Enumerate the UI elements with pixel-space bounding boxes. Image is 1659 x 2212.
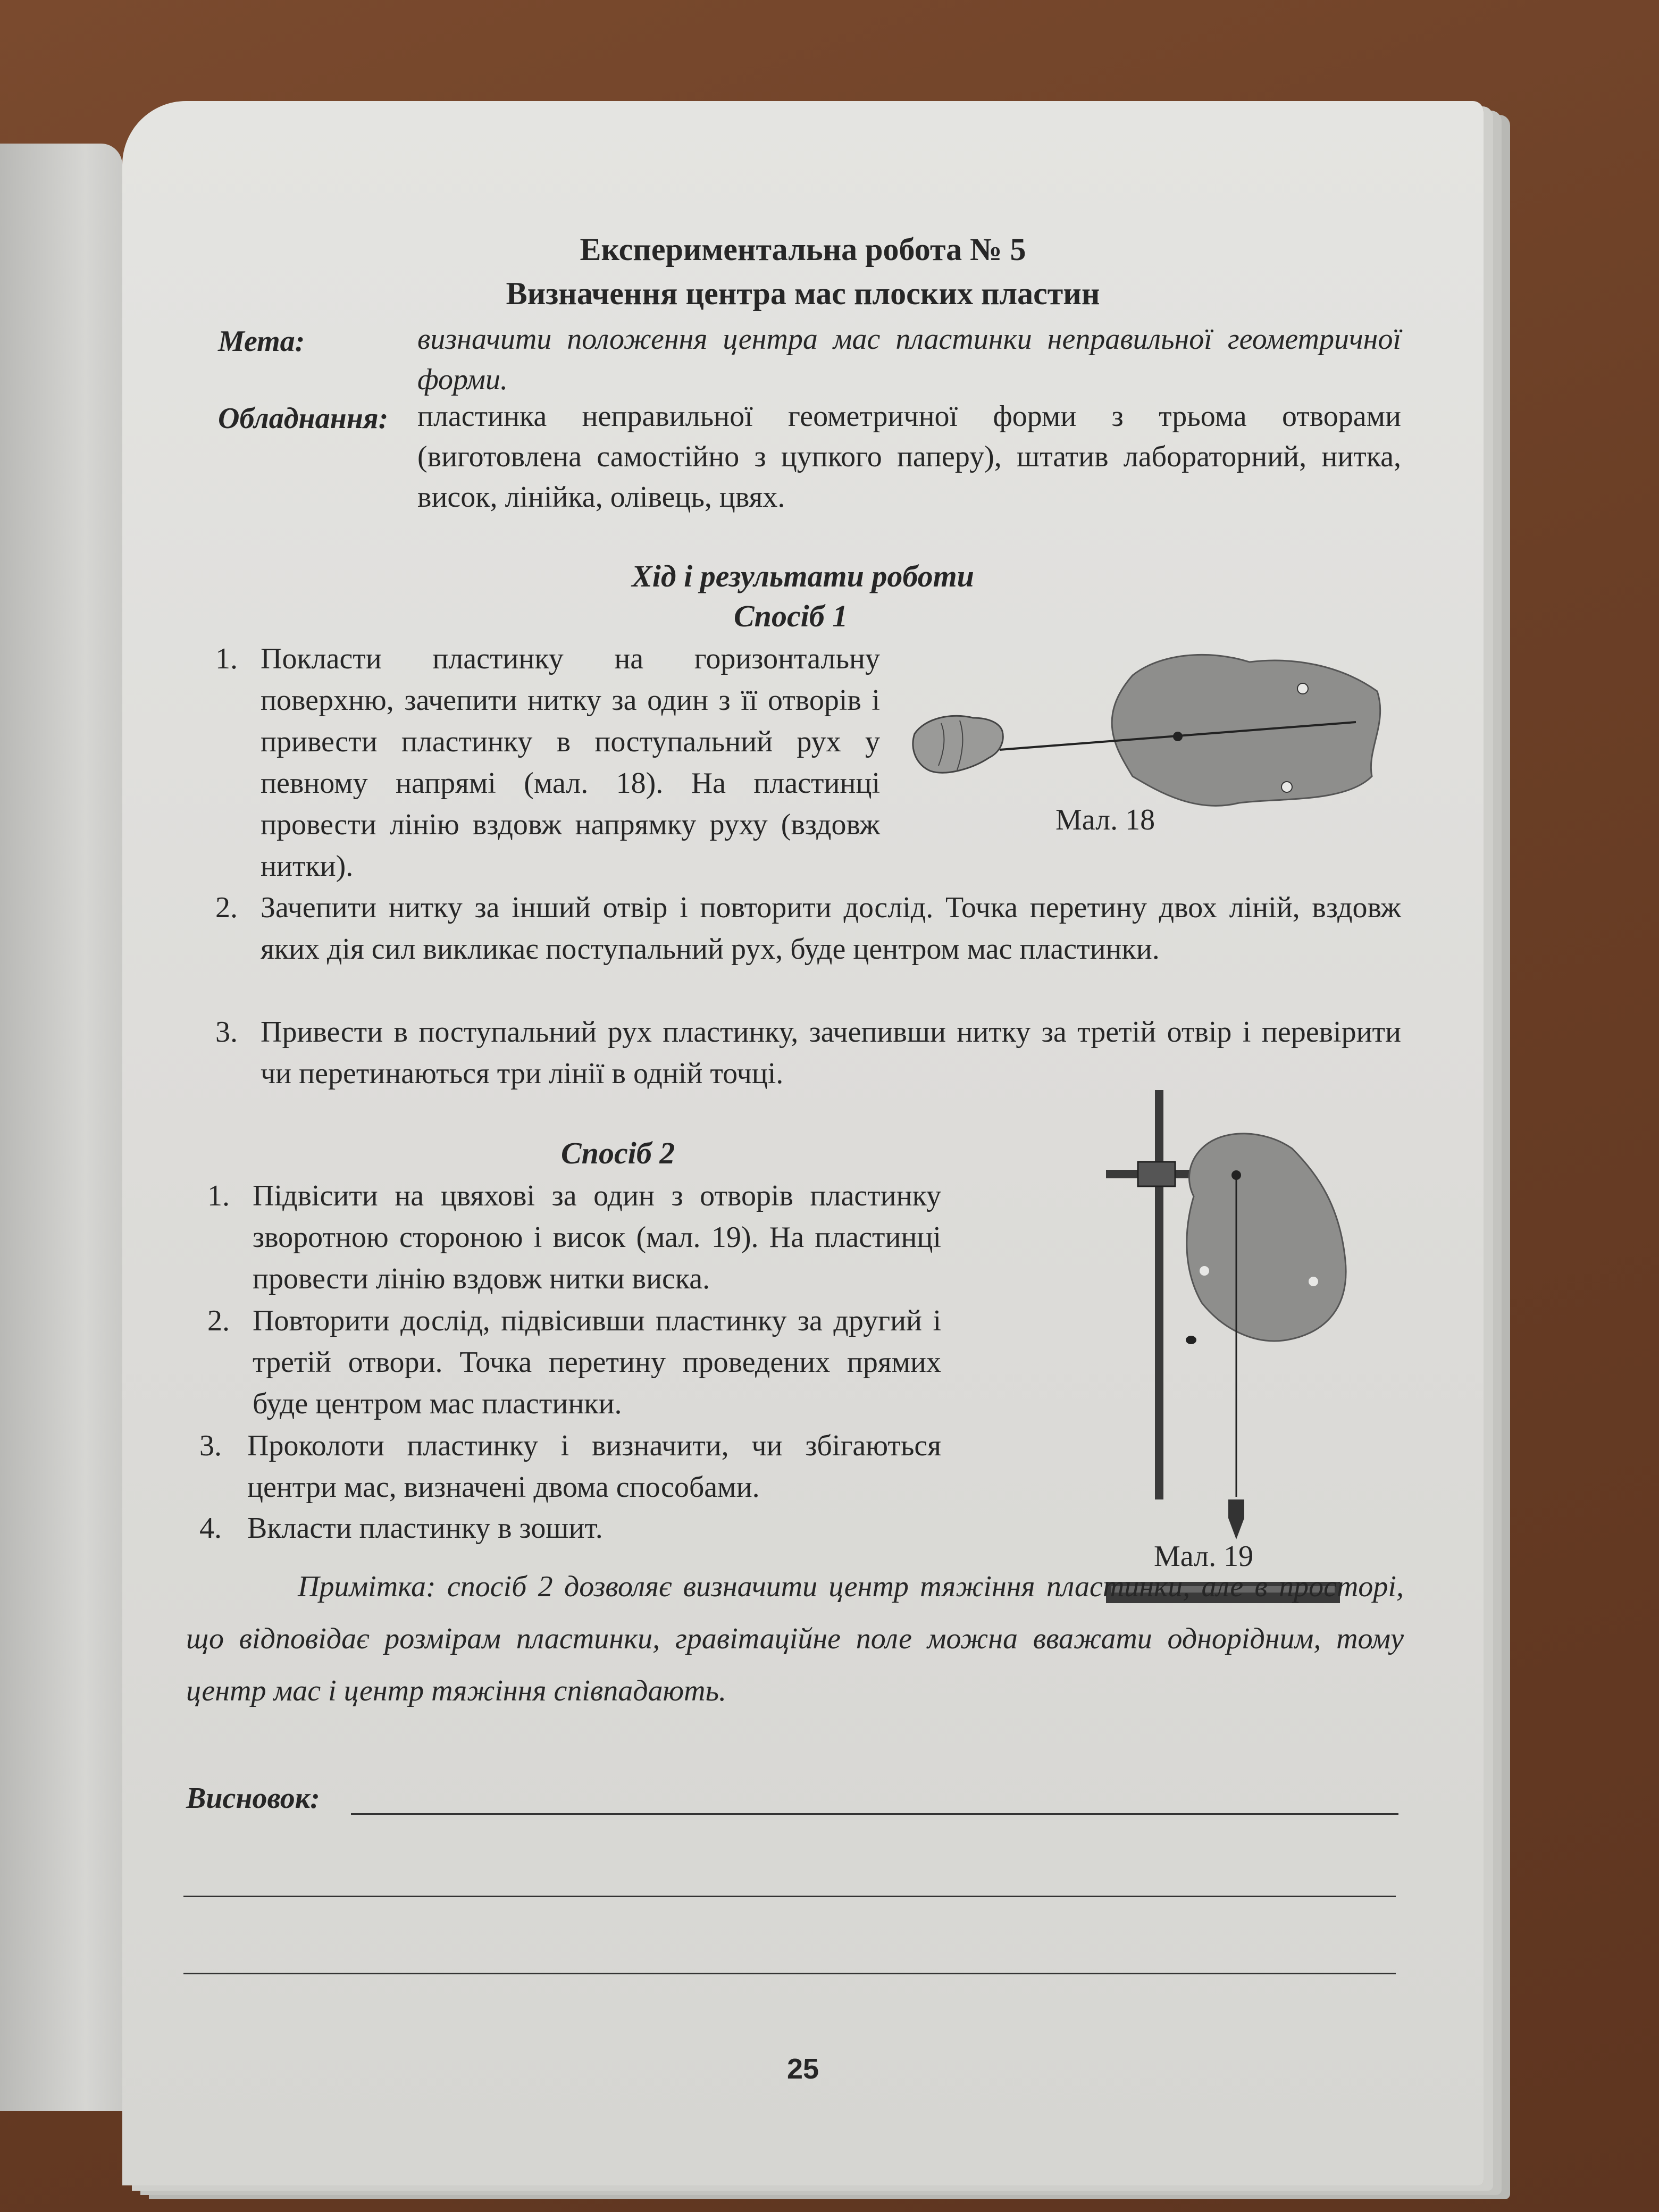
method1-item-2 [215,887,1401,1015]
answer-line [351,1813,1398,1815]
goal-text: визначити положення центра мас пластинки неправильної геометричної форми. [417,323,1401,396]
answer-line [183,1973,1396,1974]
method2-item-3 [199,1425,941,1510]
item-number: 3. [199,1429,222,1462]
hanging-plate [1187,1134,1346,1341]
item-number: 1. [207,1179,230,1212]
item-text: Підвісити на цвяхові за один з отворів пластинку зворотною стороною і висок (мал. 19). На пластинці провести лінію вздовж нитки виска. [253,1179,941,1295]
answer-line [183,1896,1396,1897]
hand-icon [913,716,1003,773]
method2-item-1 [207,1175,941,1303]
page-title: Експериментальна робота № 5 [580,232,1026,267]
figure-18-caption: Мал. 18 [1055,803,1155,836]
item-text: Вкласти пластинку в зошит. [247,1512,603,1545]
plate-hole [1281,782,1292,792]
equipment-text: пластинка неправильної геометричної форми з трьома отворами (виготовлена самостійно з цупкого паперу), штатив лабораторний, нитка, висок, лінійка, олівець, цвях. [417,400,1401,514]
figure-18-illustration [909,643,1388,819]
method1-item-3 [215,1011,1401,1096]
item-text: Привести в поступальний рух пластинку, зачепивши нитку за третій отвір і перевірити чи перетинаються три лінії в одній точці. [261,1016,1401,1090]
note-text: Примітка: спосіб 2 дозволяє визначити центр тяжіння пластинки, але в просторі, що відповідає розмірам пластинки, гравітаційне поле можна вважати однорідним, тому центр мас і центр тяжіння співпадають. [186,1570,1404,1707]
figure-19-illustration [1095,1090,1436,1627]
center-mark [1173,732,1183,741]
conclusion-label: Висновок: [186,1782,320,1815]
method2-item-4 [199,1507,941,1550]
item-number: 3. [215,1016,238,1049]
page-number: 25 [786,2053,819,2085]
stand-pole [1155,1090,1163,1499]
method1-item-1 [215,638,880,888]
item-number: 1. [215,642,238,675]
page-subtitle: Визначення центра мас плоских пластин [506,276,1100,311]
item-text: Покласти пластинку на горизонтальну поверхню, зачепити нитку за один з її отворів і привести пластинку в поступальний рух у певному напрямі (мал. 18). На пластинці провести лінію вздовж напрямку руху (вздовж нитки). [261,642,880,883]
method2-item-2 [207,1300,941,1428]
plate-hole [1309,1277,1318,1286]
figure-19-caption: Мал. 19 [1154,1540,1254,1573]
plate-hole [1297,683,1308,694]
plumb-bob [1228,1499,1244,1539]
item-number: 2. [207,1304,230,1337]
goal-label: Мета: [218,325,305,358]
plate-hole [1200,1266,1209,1276]
method1-heading: Спосіб 1 [734,599,848,633]
equipment-label: Обладнання: [218,402,389,435]
item-text: Повторити дослід, підвісивши пластинку за другий і третій отвори. Точка перетину проведених прямих буде центром мас пластинки. [253,1304,941,1420]
adjacent-page [0,144,122,2111]
item-number: 2. [215,891,238,924]
method2-heading: Спосіб 2 [561,1136,675,1170]
progress-heading: Хід і результати роботи [632,559,974,593]
item-number: 4. [199,1512,222,1545]
item-text: Проколоти пластинку і визначити, чи збігаються центри мас, визначені двома способами. [247,1429,941,1504]
workbook-page [122,101,1484,2185]
item-text: Зачепити нитку за інший отвір і повторити дослід. Точка перетину двох ліній, вздовж яких дія сил викликає поступальний рух, буде центром мас пластинки. [261,891,1401,966]
